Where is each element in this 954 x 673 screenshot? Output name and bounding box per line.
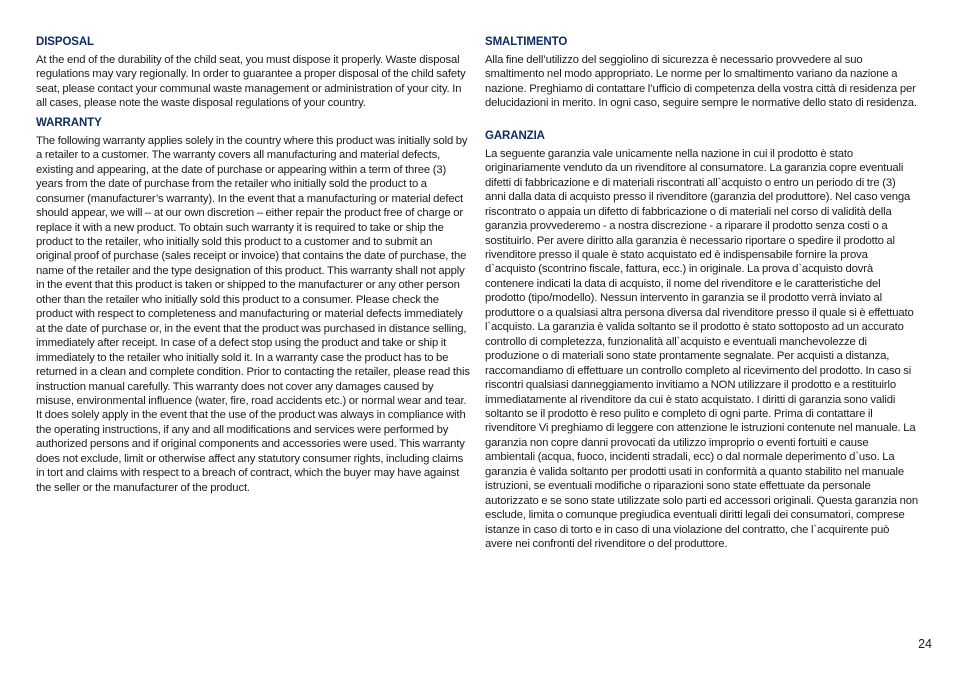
warranty-heading: WARRANTY bbox=[36, 116, 102, 129]
smaltimento-heading: SMALTIMENTO bbox=[485, 36, 568, 48]
warranty-text: The following warranty applies solely in the country where this product was initially sold by a retailer to a customer. The warranty covers all manufacturing and material defects, existing and appearing, at the date of purchase or appearing within a term of three (3) years from the date of purchase from the retailer who initially sold the product to a consumer (manufacturer’s warranty). In the event that a manufacturing or material defect should appear, we will – at our own discretion – either repair the product free of charge or replace it with a new product. To obtain such warranty it is required to take or ship the product to the retailer, who initially sold this product to a customer and to submit an original proof of purchase (sales receipt or invoice) that contains the date of purchase, the name of the retailer and the type designation of this product. This warranty shall not apply in the event that this product is taken or shipped to the manufacturer or any other person other than the retailer who initially sold this product to a consumer. Please check the product with respect to completeness and manufacturing or material defects immediately at the date of purchase or, in the event that the product was purchased in distance selling, immediately after receipt. In case of a defect stop using the product and take or ship it immediately to the retailer who initially sold it. In a warranty case the product has to be returned in a clean and complete condition. Prior to contacting the retailer, please read this instruction manual carefully. This warranty does not cover any damages caused by misuse, environmental influence (water, fire, road accidents etc.) or normal wear and tear. It does solely apply in the event that the use of the product was always in compliance with the operating instructions, if any and all modifications and services were performed by authorized persons and if original components and accessories were used. This warranty does not exclude, limit or otherwise affect any statutory consumer rights, including claims in tort and claims with respect to a breach of contract, which the buyer may have against the seller or the manufacturer of the product. bbox=[36, 134, 470, 494]
left-column-english bbox=[36, 35, 470, 495]
smaltimento-section bbox=[485, 35, 919, 111]
warranty-section bbox=[36, 116, 470, 495]
disposal-text: At the end of the durability of the child seat, you must dispose it properly. Waste disposal regulations may vary regionally. In order to guarantee a proper disposal of the child safety seat, please contact your communal waste management or administration of your city. In all cases, please note the waste disposal regulations of your country. bbox=[36, 54, 466, 110]
page-number: 24 bbox=[918, 637, 932, 651]
garanzia-heading: GARANZIA bbox=[485, 129, 545, 142]
garanzia-section bbox=[485, 129, 919, 552]
smaltimento-text: Alla fine dell’utilizzo del seggiolino di sicurezza è necessario provvedere al suo smaltimento nel modo appropriato. Le norme per lo smaltimento variano da nazione a nazione. Preghiamo di contattare l’ufficio di competenza della vostra città di residenza per delucidazioni in merito. In ogni caso, seguire sempre le normative dello stato di residenza. bbox=[485, 54, 917, 110]
disposal-heading: DISPOSAL bbox=[36, 36, 94, 48]
disposal-section bbox=[36, 35, 470, 111]
right-column-italian bbox=[485, 35, 919, 552]
garanzia-text: La seguente garanzia vale unicamente nella nazione in cui il prodotto è stato originariamente venduto da un rivenditore al consumatore. La garanzia copre eventuali difetti di fabbricazione e di materiali riscontrati all`acquisto o entro un periodo di tre (3) anni dalla data di acquisto presso il rivenditore (garanzia del produttore). Nel caso venga riscontrato o appaia un difetto di fabbricazione o di materiali nel corso di validità della garanzia provvederemo - a nostra discrezione - a riparare il prodotto senza costi o a sostituirlo. Per avere diritto alla garanzia è necessario riportare o spedire il prodotto al rivenditore presso il quale è stato acquistato ed è indispensabile fornire la prova d`acquisto (scontrino fiscale, fattura, ecc.) in originale. La prova d`acquisto dovrà contenere indicati la data di acquisto, il nome del rivenditore e le caratteristiche del prodotto (tipo/modello). Nessun intervento in garanzia se il prodotto verrà inviato al produttore o a qualsiasi altra persona diversa dal rivenditore presso il quale si è effettuato l`acquisto. La garanzia è valida soltanto se il prodotto è stato sottoposto ad un accurato controllo di completezza, funzionalità all`acquisto e eventuali manchevolezze di produzione o di materiali sono state prontamente segnalate. Per acquisti a distanza, raccomandiamo di effettuare un controllo completo al ricevimento del prodotto. In caso si riscontri qualsiasi danneggiamento invitiamo a NON utilizzare il prodotto e a restituirlo immediatamente al rivenditore da cui è stato acquistato. I diritti di garanzia sono validi soltanto se il prodotto è reso pulito e completo di ogni parte. Prima di contattare il rivenditore Vi preghiamo di leggere con attenzione le istruzioni contenute nel manuale. La garanzia non copre danni provocati da utilizzo improprio o eventi fortuiti e cause ambientali (acqua, fuoco, incidenti stradali, ecc) o dal normale deperimento d`uso. La garanzia è valida soltanto per prodotti usati in conformità a quanto stabilito nel manuale istruzioni, se eventuali modifiche o riparazioni sono state effettuate da personale autorizzato e se sono state utilizzate solo parti ed accessori originali. Questa garanzia non esclude, limita o comunque pregiudica eventuali diritti legali dei consumatori, comprese istanze in caso di torto e in caso di una violazione del contratto, che l`acquirente può avere nei confronti del rivenditore o del produttore. bbox=[485, 147, 919, 551]
